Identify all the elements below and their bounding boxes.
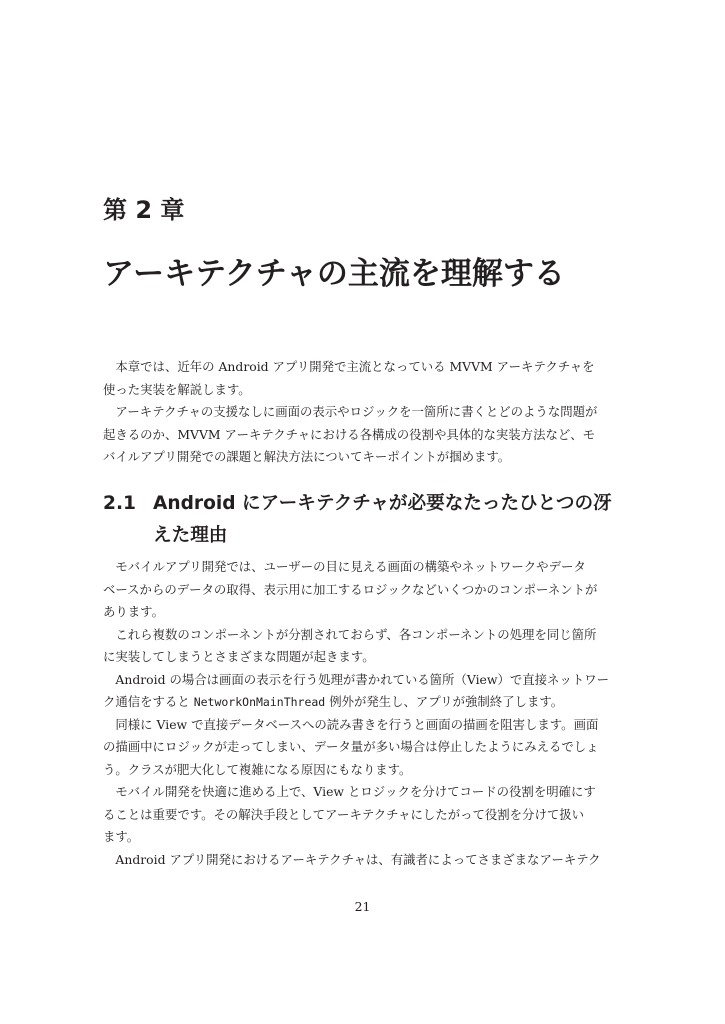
text-fragment: ク通信をすると	[103, 694, 194, 709]
text-line: ベースからのデータの取得、表示用に加工するロジックなどいくつかのコンポーネントが	[103, 581, 598, 597]
intro-paragraph-2	[103, 401, 623, 469]
text-line: ることは重要です。その解決手段としてアーキテクチャにしたがって役割を分けて扱い	[103, 806, 585, 822]
chapter-label: 第 2 章	[103, 196, 185, 224]
chapter-title: アーキテクチャの主流を理解する	[103, 256, 565, 292]
text-line: ます。	[103, 829, 140, 844]
section-number: 2.1	[103, 493, 136, 514]
section-body	[103, 556, 623, 871]
body-paragraph-5	[103, 781, 623, 849]
text-line: モバイルアプリ開発では、ユーザーの目に見える画面の構築やネットワークやデータ	[115, 559, 586, 574]
code-exception-name: NetworkOnMainThread	[193, 695, 326, 709]
text-line: 使った実装を解説します。	[103, 381, 251, 397]
intro-text	[103, 356, 623, 469]
text-line: 本章では、近年の Android アプリ開発で主流となっている MVVM アーキテクチャを	[115, 359, 595, 374]
body-paragraph-2	[103, 624, 623, 669]
text-line: の描画中にロジックが走ってしまい、データ量が多い場合は停止したようにみえるでしょ	[103, 739, 599, 754]
text-line: モバイル開発を快適に進める上で、View とロジックを分けてコードの役割を明確にす	[115, 784, 596, 799]
text-line: う。クラスが肥大化して複雑になる原因にもなります。	[103, 761, 412, 777]
text-line: あります。	[103, 604, 164, 619]
text-line: アーキテクチャの支援なしに画面の表示やロジックを一箇所に書くとどのような問題が	[115, 404, 598, 419]
intro-paragraph-1	[103, 356, 623, 401]
text-fragment: 例外が発生し、アプリが強制終了します。	[325, 694, 564, 709]
text-line: 同様に View で直接データベースへの読み書きを行うと画面の描画を阻害します。画面	[115, 716, 599, 732]
body-paragraph-6	[103, 849, 623, 872]
text-line: に実装してしまうとさまざまな問題が起きます。	[103, 649, 375, 664]
body-paragraph-4	[103, 714, 623, 782]
section-heading	[103, 488, 633, 552]
text-line: Android アプリ開発におけるアーキテクチャは、有識者によってさまざまなアーキテク	[115, 851, 601, 867]
text-line: これら複数のコンポーネントが分割されておらず、各コンポーネントの処理を同じ箇所	[115, 626, 597, 642]
text-line: バイルアプリ開発での課題と解決方法についてキーポイントが掴めます。	[103, 449, 511, 464]
text-line: Android の場合は画面の表示を行う処理が書かれている箇所（View）で直接ネットワー	[115, 671, 609, 687]
text-line: 起きるのか、MVVM アーキテクチャにおける各構成の役割や具体的な実装方法など、モ	[103, 426, 596, 442]
body-paragraph-1	[103, 556, 623, 624]
text-line	[103, 691, 623, 714]
page-number: 21	[354, 899, 371, 914]
section-title-line1: Android にアーキテクチャが必要なたったひとつの冴	[153, 493, 612, 514]
body-paragraph-3	[103, 669, 623, 714]
section-title-line2: えた理由	[153, 525, 228, 546]
